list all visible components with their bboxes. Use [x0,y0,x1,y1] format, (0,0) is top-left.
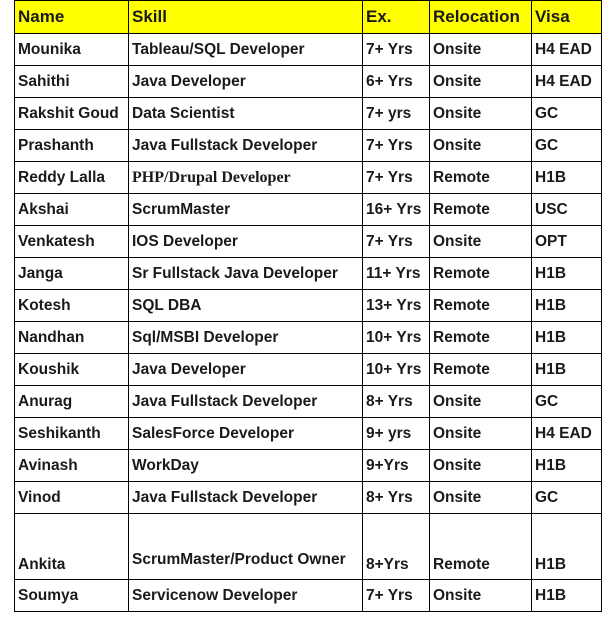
cell-relocation: Onsite [430,98,532,130]
cell-skill: IOS Developer [129,226,363,258]
cell-visa: GC [532,98,602,130]
table-row [15,514,602,580]
cell-skill: Sql/MSBI Developer [129,322,363,354]
cell-experience: 8+Yrs [363,514,430,580]
cell-experience: 11+ Yrs [363,258,430,290]
cell-visa: USC [532,194,602,226]
table-row [15,66,602,98]
column-header-name: Name [15,1,129,34]
table-row [15,580,602,612]
table-row [15,450,602,482]
table-row [15,226,602,258]
table-row [15,258,602,290]
table-row [15,418,602,450]
table-row [15,386,602,418]
cell-skill: Java Fullstack Developer [129,386,363,418]
cell-experience: 8+ Yrs [363,482,430,514]
cell-visa: GC [532,386,602,418]
cell-experience: 6+ Yrs [363,66,430,98]
cell-relocation: Remote [430,194,532,226]
cell-relocation: Remote [430,162,532,194]
cell-skill: SalesForce Developer [129,418,363,450]
cell-name: Nandhan [15,322,129,354]
cell-relocation: Onsite [430,34,532,66]
table-row [15,354,602,386]
cell-name: Soumya [15,580,129,612]
column-header-skill: Skill [129,1,363,34]
column-header-experience: Ex. [363,1,430,34]
cell-relocation: Remote [430,514,532,580]
candidates-table [14,0,602,612]
cell-experience: 8+ Yrs [363,386,430,418]
cell-visa: H1B [532,514,602,580]
cell-skill: Servicenow Developer [129,580,363,612]
cell-skill: WorkDay [129,450,363,482]
cell-name: Avinash [15,450,129,482]
cell-skill: PHP/Drupal Developer [129,162,363,194]
cell-relocation: Onsite [430,130,532,162]
cell-experience: 7+ Yrs [363,162,430,194]
cell-name: Venkatesh [15,226,129,258]
column-header-visa: Visa [532,1,602,34]
cell-experience: 9+Yrs [363,450,430,482]
cell-visa: H1B [532,322,602,354]
cell-name: Vinod [15,482,129,514]
cell-experience: 7+ Yrs [363,34,430,66]
cell-visa: H1B [532,258,602,290]
cell-skill: Java Fullstack Developer [129,482,363,514]
cell-name: Kotesh [15,290,129,322]
table-row [15,162,602,194]
cell-name: Reddy Lalla [15,162,129,194]
cell-skill: SQL DBA [129,290,363,322]
cell-name: Ankita [15,514,129,580]
cell-skill: Data Scientist [129,98,363,130]
cell-name: Sahithi [15,66,129,98]
table-row [15,130,602,162]
cell-skill: Java Developer [129,66,363,98]
cell-experience: 16+ Yrs [363,194,430,226]
cell-relocation: Remote [430,258,532,290]
cell-name: Anurag [15,386,129,418]
table-row [15,290,602,322]
cell-name: Mounika [15,34,129,66]
cell-relocation: Onsite [430,386,532,418]
cell-relocation: Onsite [430,580,532,612]
cell-visa: H1B [532,162,602,194]
table-row [15,322,602,354]
cell-experience: 7+ Yrs [363,580,430,612]
cell-name: Prashanth [15,130,129,162]
header-row [15,1,602,34]
cell-experience: 7+ Yrs [363,226,430,258]
table-row [15,482,602,514]
table-row [15,98,602,130]
cell-experience: 9+ yrs [363,418,430,450]
cell-visa: H4 EAD [532,34,602,66]
cell-visa: OPT [532,226,602,258]
cell-skill: Sr Fullstack Java Developer [129,258,363,290]
cell-visa: H4 EAD [532,418,602,450]
cell-name: Janga [15,258,129,290]
cell-skill: ScrumMaster [129,194,363,226]
column-header-relocation: Relocation [430,1,532,34]
cell-experience: 7+ Yrs [363,130,430,162]
cell-experience: 13+ Yrs [363,290,430,322]
cell-visa: GC [532,482,602,514]
cell-relocation: Onsite [430,226,532,258]
table-row [15,194,602,226]
cell-skill: Java Fullstack Developer [129,130,363,162]
cell-skill: ScrumMaster/Product Owner [129,514,363,580]
cell-visa: H4 EAD [532,66,602,98]
cell-name: Akshai [15,194,129,226]
cell-relocation: Onsite [430,482,532,514]
cell-relocation: Onsite [430,450,532,482]
cell-visa: H1B [532,580,602,612]
cell-visa: H1B [532,450,602,482]
cell-visa: GC [532,130,602,162]
cell-experience: 7+ yrs [363,98,430,130]
cell-name: Rakshit Goud [15,98,129,130]
cell-relocation: Onsite [430,66,532,98]
cell-relocation: Onsite [430,418,532,450]
cell-experience: 10+ Yrs [363,354,430,386]
cell-visa: H1B [532,354,602,386]
cell-name: Koushik [15,354,129,386]
cell-name: Seshikanth [15,418,129,450]
cell-visa: H1B [532,290,602,322]
cell-skill: Java Developer [129,354,363,386]
cell-experience: 10+ Yrs [363,322,430,354]
cell-relocation: Remote [430,290,532,322]
cell-relocation: Remote [430,322,532,354]
table-row [15,34,602,66]
cell-relocation: Remote [430,354,532,386]
cell-skill: Tableau/SQL Developer [129,34,363,66]
